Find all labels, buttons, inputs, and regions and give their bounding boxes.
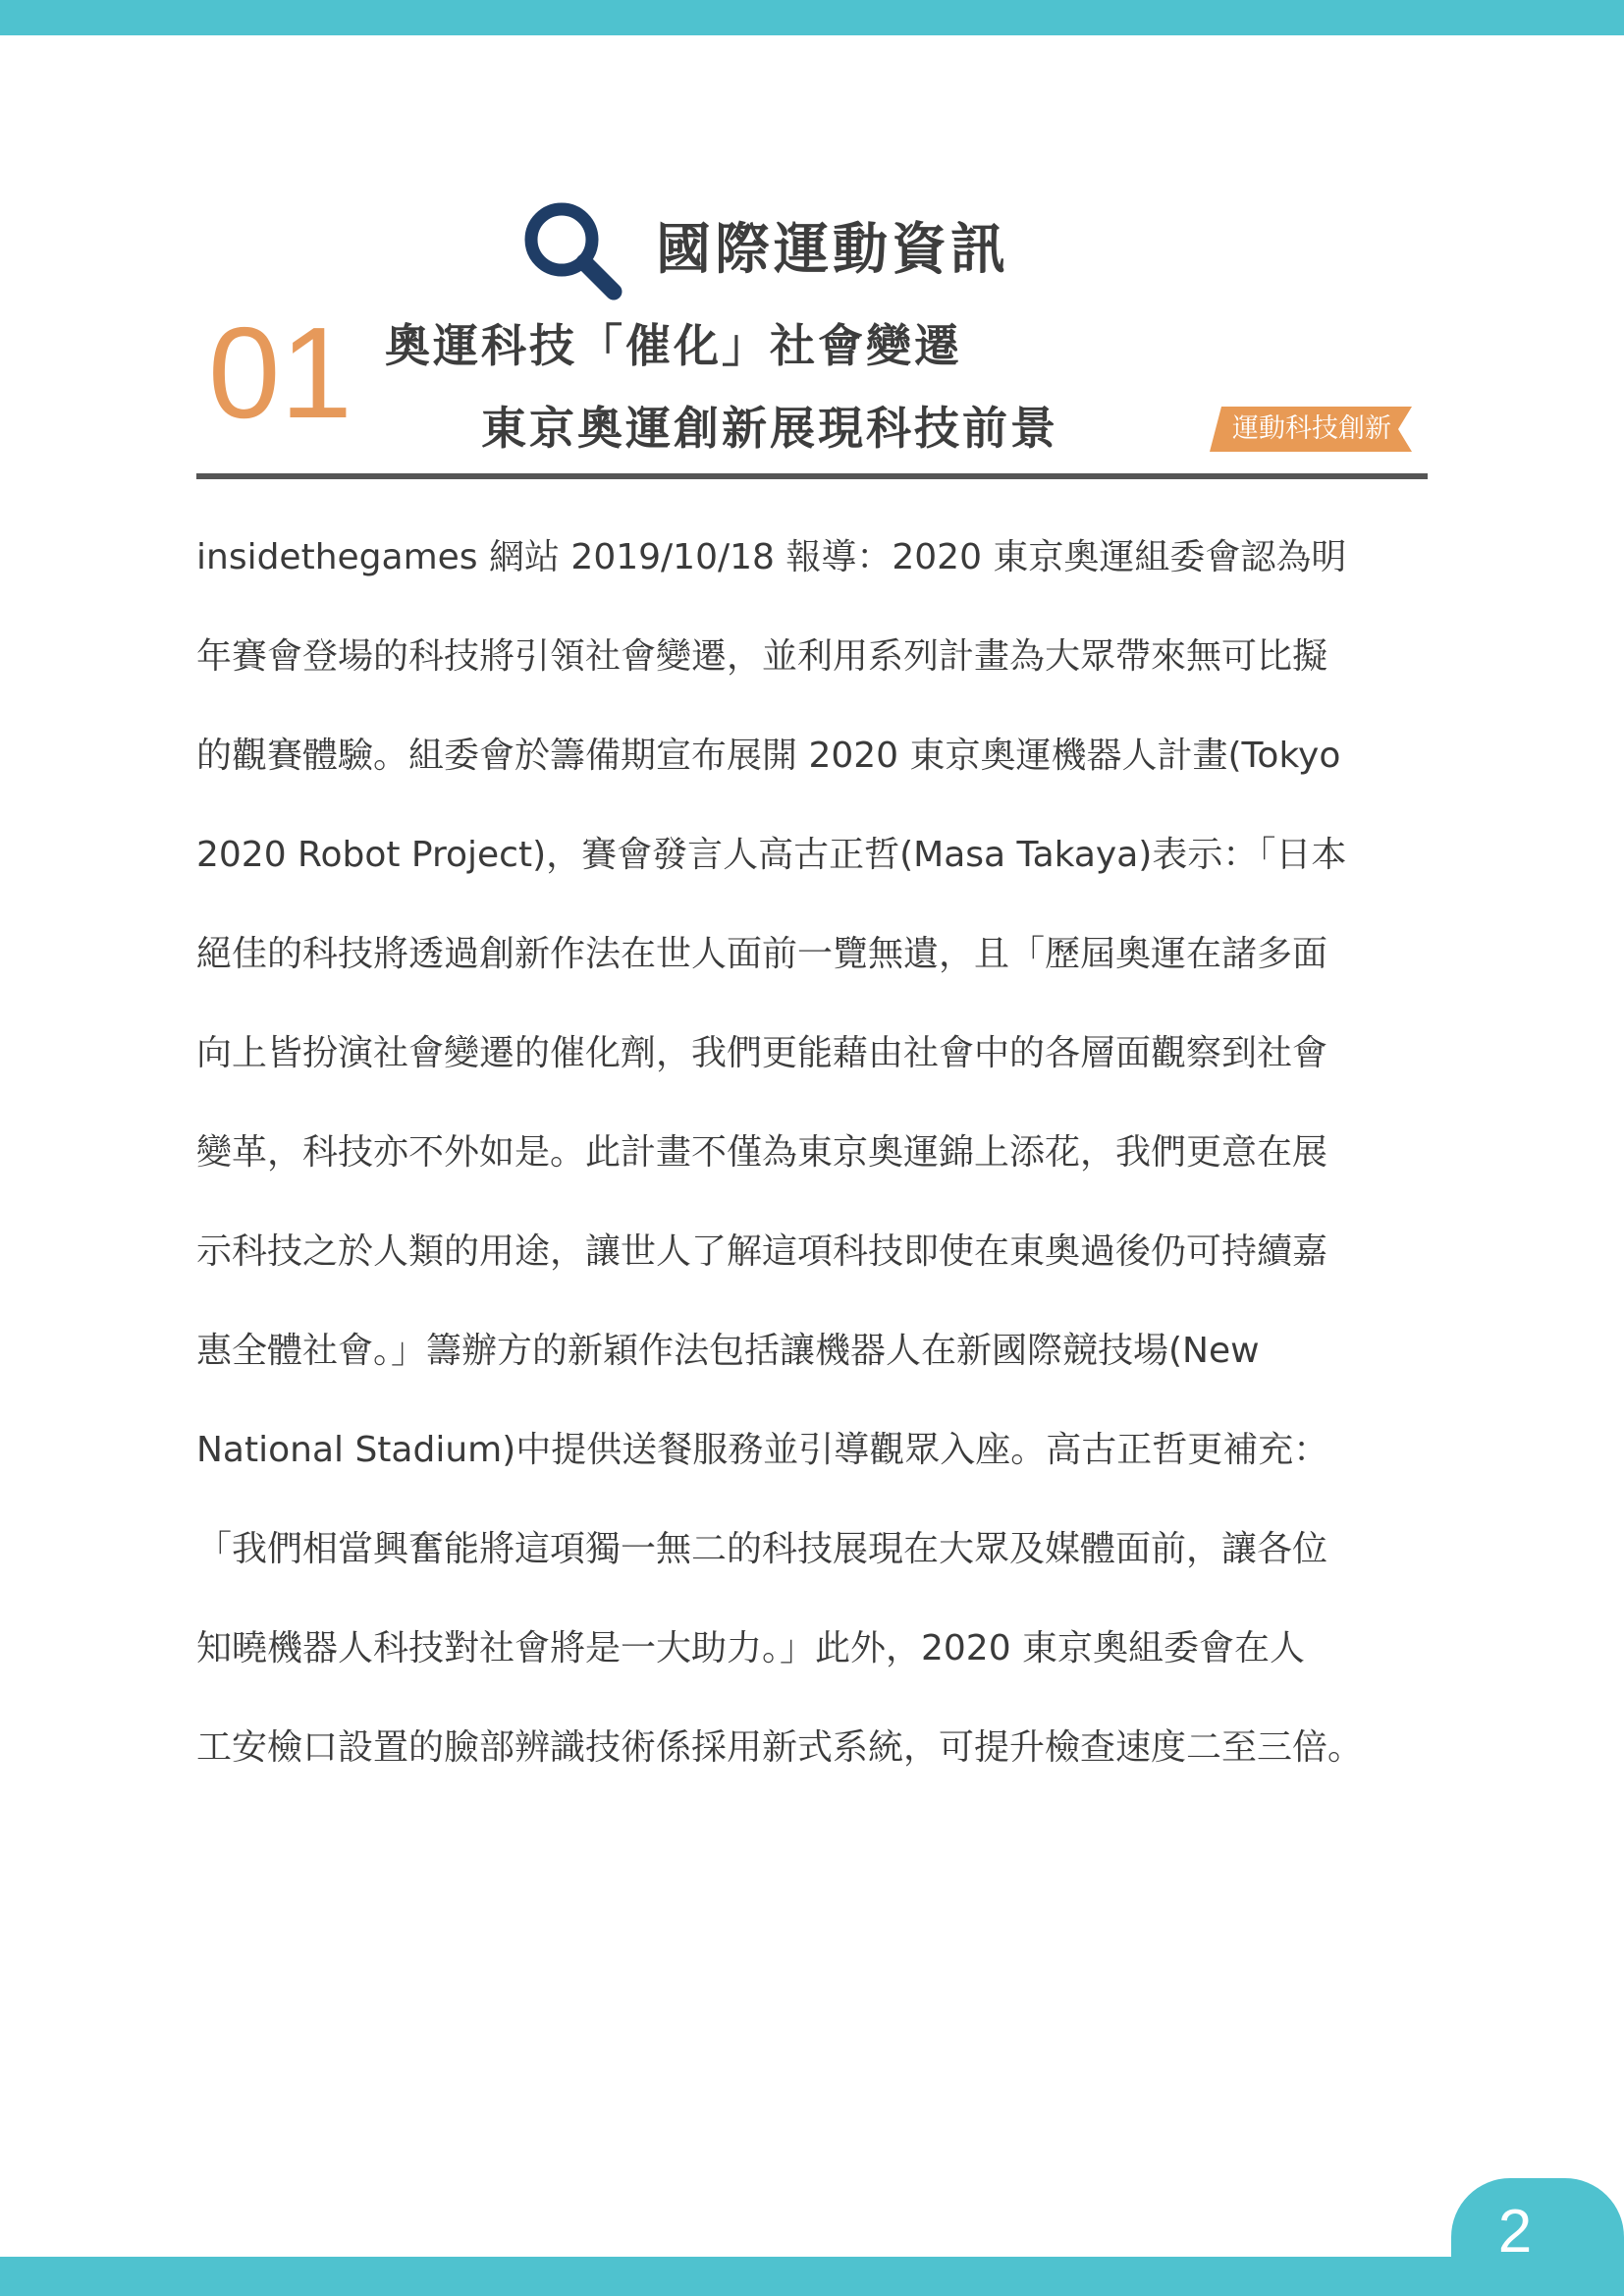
body-line: 示科技之於人類的用途，讓世人了解這項科技即使在東奧過後仍可持續嘉	[196, 1231, 1328, 1272]
section-title: 國際運動資訊	[656, 218, 1009, 282]
header-divider	[196, 473, 1428, 479]
section-header	[518, 196, 1009, 304]
bottom-accent-bar	[0, 2257, 1624, 2296]
body-line: 絕佳的科技將透過創新作法在世人面前一覽無遺，且「歷屆奧運在諸多面	[196, 934, 1328, 974]
category-tag	[1210, 407, 1412, 452]
body-line: 年賽會登場的科技將引領社會變遷，並利用系列計畫為大眾帶來無可比擬	[196, 636, 1328, 677]
category-tag-label: 運動科技創新	[1232, 413, 1391, 444]
headline-line-2: 東京奧運創新展現科技前景	[481, 402, 1058, 455]
search-icon	[518, 196, 626, 304]
article-body	[196, 526, 1434, 1816]
body-line: 2020 Robot Project)，賽會發言人高古正哲(Masa Takaya)表示：「日本	[196, 835, 1347, 875]
page-number: 2	[1497, 2198, 1533, 2266]
headline-line-1: 奧運科技「催化」社會變遷	[385, 319, 962, 372]
body-line: insidethegames 網站 2019/10/18 報導：2020 東京奧運組委會認為明	[196, 537, 1347, 577]
body-line: 的觀賽體驗。組委會於籌備期宣布展開 2020 東京奧運機器人計畫(Tokyo	[196, 736, 1341, 776]
body-line: 知曉機器人科技對社會將是一大助力。」此外，2020 東京奧組委會在人	[196, 1628, 1306, 1668]
body-line: 工安檢口設置的臉部辨識技術係採用新式系統，可提升檢查速度二至三倍。	[196, 1727, 1364, 1768]
body-line: 變革，科技亦不外如是。此計畫不僅為東京奧運錦上添花，我們更意在展	[196, 1132, 1328, 1173]
body-line: National Stadium)中提供送餐服務並引導觀眾入座。高古正哲更補充：	[196, 1430, 1329, 1470]
article-number: 01	[208, 301, 352, 445]
top-accent-bar	[0, 0, 1624, 35]
body-line: 向上皆扮演社會變遷的催化劑，我們更能藉由社會中的各層面觀察到社會	[196, 1033, 1328, 1073]
body-line: 「我們相當興奮能將這項獨一無二的科技展現在大眾及媒體面前，讓各位	[196, 1529, 1328, 1569]
body-line: 惠全體社會。」籌辦方的新穎作法包括讓機器人在新國際競技場(New	[196, 1331, 1260, 1371]
